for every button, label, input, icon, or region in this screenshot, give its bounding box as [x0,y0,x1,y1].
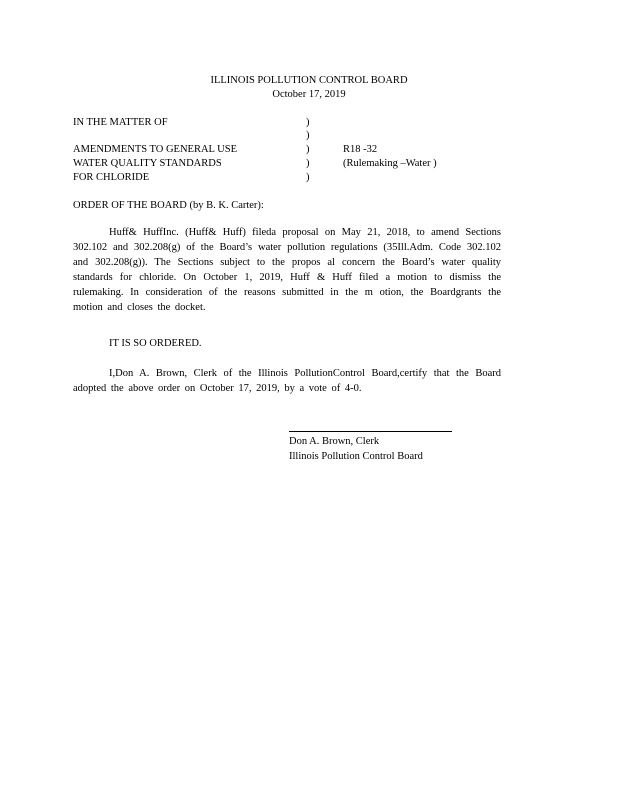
so-ordered: IT IS SO ORDERED. [109,338,202,349]
caption-subject-line-2: WATER QUALITY STANDARDS [73,158,222,169]
caption-paren: ) [306,117,310,128]
docket-type: (Rulemaking –Water ) [343,158,437,169]
document-date: October 17, 2019 [272,89,346,100]
caption-in-the-matter: IN THE MATTER OF [73,117,168,128]
order-paragraph: Huff& HuffInc. (Huff& Huff) fileda proposal on May 21, 2018, to amend Sections 302.102 and 302.208(g) of the Board’s water pollution regulations (35Ill.Adm. Code 302.102 and 302.208(g)). The Sections subject to the propos al concern the Board’s water quality standards for chloride. On October 1, 2019, Huff & Huff filed a motion to dismiss the rulemaking. In consideration of the reasons submitted in the m otion, the Boardgrants the motion and closes the docket. [73,227,501,313]
caption-paren: ) [306,144,310,155]
order-heading: ORDER OF THE BOARD (by B. K. Carter): [73,200,264,211]
caption-paren: ) [306,130,310,141]
signature-name: Don A. Brown, Clerk [289,436,380,447]
document-title: ILLINOIS POLLUTION CONTROL BOARD [210,75,408,86]
signature-organization: Illinois Pollution Control Board [289,451,423,462]
caption-subject-line-1: AMENDMENTS TO GENERAL USE [73,144,238,155]
signature-line [289,431,452,432]
caption-paren: ) [306,158,310,169]
certification-paragraph: I,Don A. Brown, Clerk of the Illinois PollutionControl Board,certify that the Board adopted the above order on October 17, 2019, by a vote of 4-0. [73,368,501,394]
caption-subject-line-3: FOR CHLORIDE [73,172,150,183]
docket-number: R18 -32 [343,144,378,155]
caption-paren: ) [306,172,310,183]
